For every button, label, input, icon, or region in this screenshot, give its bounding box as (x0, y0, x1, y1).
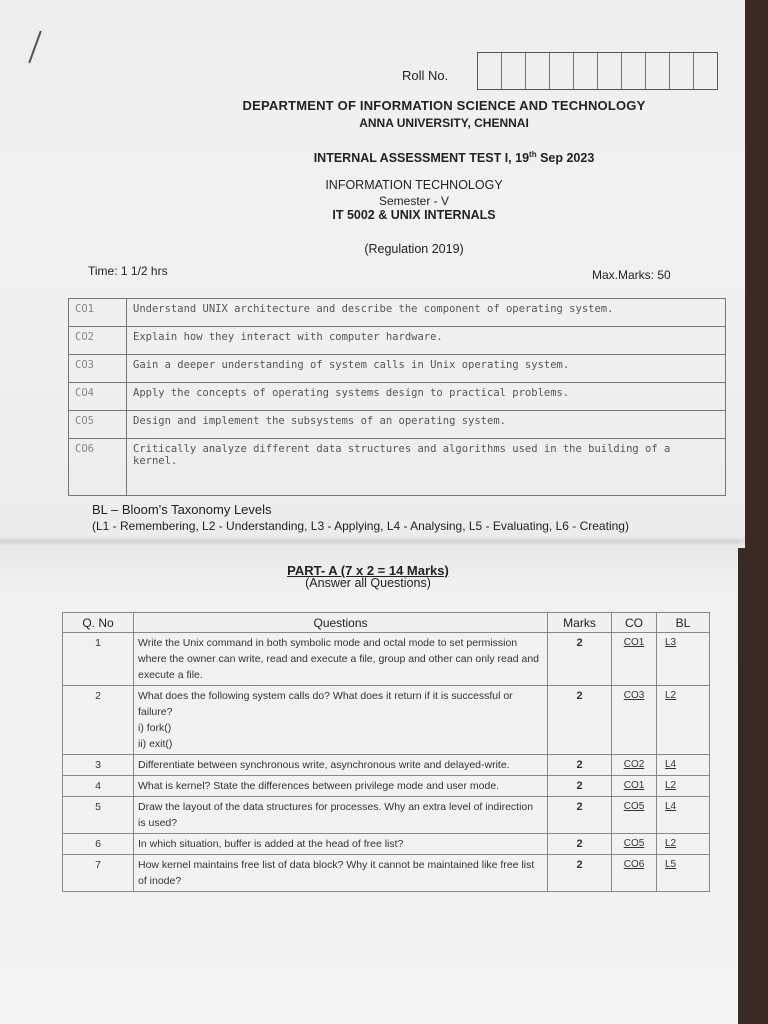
roll-box (670, 53, 694, 89)
question-number: 4 (63, 776, 134, 797)
questions-table (62, 612, 710, 892)
roll-box (526, 53, 550, 89)
question-co: CO6 (612, 855, 657, 892)
question-co: CO2 (612, 755, 657, 776)
question-text: Differentiate between synchronous write, asynchronous write and delayed-write. (134, 755, 548, 776)
question-marks: 2 (548, 633, 612, 686)
part-a-subtitle: (Answer all Questions) (305, 576, 431, 590)
question-bl: L2 (657, 776, 710, 797)
co-code: CO4 (69, 383, 127, 411)
co-code: CO2 (69, 327, 127, 355)
question-marks: 2 (548, 686, 612, 755)
roll-no-boxes (477, 52, 718, 90)
regulation: (Regulation 2019) (364, 242, 464, 256)
question-number: 1 (63, 633, 134, 686)
header-questions: Questions (134, 613, 548, 633)
question-number: 7 (63, 855, 134, 892)
question-text: What is kernel? State the differences between privilege mode and user mode. (134, 776, 548, 797)
header-qno: Q. No (63, 613, 134, 633)
test-title (70, 150, 768, 165)
co-row (69, 411, 726, 439)
question-text: How kernel maintains free list of data block? Why it cannot be maintained like free list of inode? (134, 855, 548, 892)
question-text: What does the following system calls do? What does it return if it is successful or failure? (138, 690, 513, 718)
co-row (69, 327, 726, 355)
part-a-title: PART- A (7 x 2 = 14 Marks) (287, 563, 449, 578)
co-code: CO3 (69, 355, 127, 383)
roll-box (694, 53, 717, 89)
question-row (63, 797, 710, 834)
question-bl: L2 (657, 686, 710, 755)
roll-no-label: Roll No. (402, 68, 449, 83)
question-text: In which situation, buffer is added at the head of free list? (134, 834, 548, 855)
co-code: CO6 (69, 439, 127, 496)
question-number: 6 (63, 834, 134, 855)
roll-box (598, 53, 622, 89)
roll-box (502, 53, 526, 89)
roll-box (478, 53, 502, 89)
test-title-suffix: Sep 2023 (536, 151, 595, 166)
co-row (69, 299, 726, 327)
question-row (63, 855, 710, 892)
branch-name: INFORMATION TECHNOLOGY (325, 178, 503, 192)
question-bl: L5 (657, 855, 710, 892)
co-row (69, 439, 726, 496)
question-row (63, 834, 710, 855)
questions-header-row (63, 613, 710, 633)
question-row (63, 686, 710, 755)
question-subpart: i) fork() (138, 722, 172, 734)
bloom-levels: (L1 - Remembering, L2 - Understanding, L3 - Applying, L4 - Analysing, L5 - Evaluating, L6 - Creating) (92, 519, 629, 533)
question-row (63, 776, 710, 797)
roll-box (646, 53, 670, 89)
co-text: Apply the concepts of operating systems design to practical problems. (127, 383, 726, 411)
roll-box (550, 53, 574, 89)
question-co: CO1 (612, 633, 657, 686)
question-number: 3 (63, 755, 134, 776)
roll-box (622, 53, 646, 89)
co-text: Explain how they interact with computer hardware. (127, 327, 726, 355)
subject-title: IT 5002 & UNIX INTERNALS (332, 208, 496, 222)
question-number: 2 (63, 686, 134, 755)
question-bl: L4 (657, 797, 710, 834)
semester: Semester - V (378, 194, 450, 208)
question-number: 5 (63, 797, 134, 834)
roll-box (574, 53, 598, 89)
question-bl: L4 (657, 755, 710, 776)
header-bl: BL (657, 613, 710, 633)
test-title-prefix: INTERNAL ASSESSMENT TEST I, 19 (313, 151, 530, 166)
question-co: CO3 (612, 686, 657, 755)
course-outcomes-table (68, 298, 726, 496)
question-row (63, 633, 710, 686)
co-row (69, 355, 726, 383)
question-marks: 2 (548, 797, 612, 834)
question-marks: 2 (548, 776, 612, 797)
test-title-sup: th (529, 150, 537, 159)
question-marks: 2 (548, 834, 612, 855)
university-name: ANNA UNIVERSITY, CHENNAI (359, 116, 529, 130)
question-marks: 2 (548, 855, 612, 892)
question-co: CO1 (612, 776, 657, 797)
question-bl: L2 (657, 834, 710, 855)
question-row (63, 755, 710, 776)
question-bl: L3 (657, 633, 710, 686)
question-co: CO5 (612, 797, 657, 834)
question-text-cell (134, 686, 548, 755)
header-marks: Marks (548, 613, 612, 633)
bloom-title: BL – Bloom's Taxonomy Levels (92, 502, 272, 517)
co-text: Critically analyze different data structures and algorithms used in the building of a kernel. (127, 439, 726, 496)
co-text: Gain a deeper understanding of system calls in Unix operating system. (127, 355, 726, 383)
question-subpart: ii) exit() (138, 738, 173, 750)
co-text: Understand UNIX architecture and describe the component of operating system. (127, 299, 726, 327)
co-row (69, 383, 726, 411)
department-name: DEPARTMENT OF INFORMATION SCIENCE AND TECHNOLOGY (242, 98, 646, 113)
co-code: CO5 (69, 411, 127, 439)
question-text: Write the Unix command in both symbolic mode and octal mode to set permission where the owner can write, read and execute a file, group and other can only read and execute a file. (134, 633, 548, 686)
header-co: CO (612, 613, 657, 633)
max-marks: Max.Marks: 50 (592, 268, 671, 282)
question-co: CO5 (612, 834, 657, 855)
time-allowed: Time: 1 1/2 hrs (88, 264, 168, 278)
question-text: Draw the layout of the data structures for processes. Why an extra level of indirection is used? (134, 797, 548, 834)
co-code: CO1 (69, 299, 127, 327)
paper-fold (0, 536, 745, 546)
question-marks: 2 (548, 755, 612, 776)
co-text: Design and implement the subsystems of an operating system. (127, 411, 726, 439)
